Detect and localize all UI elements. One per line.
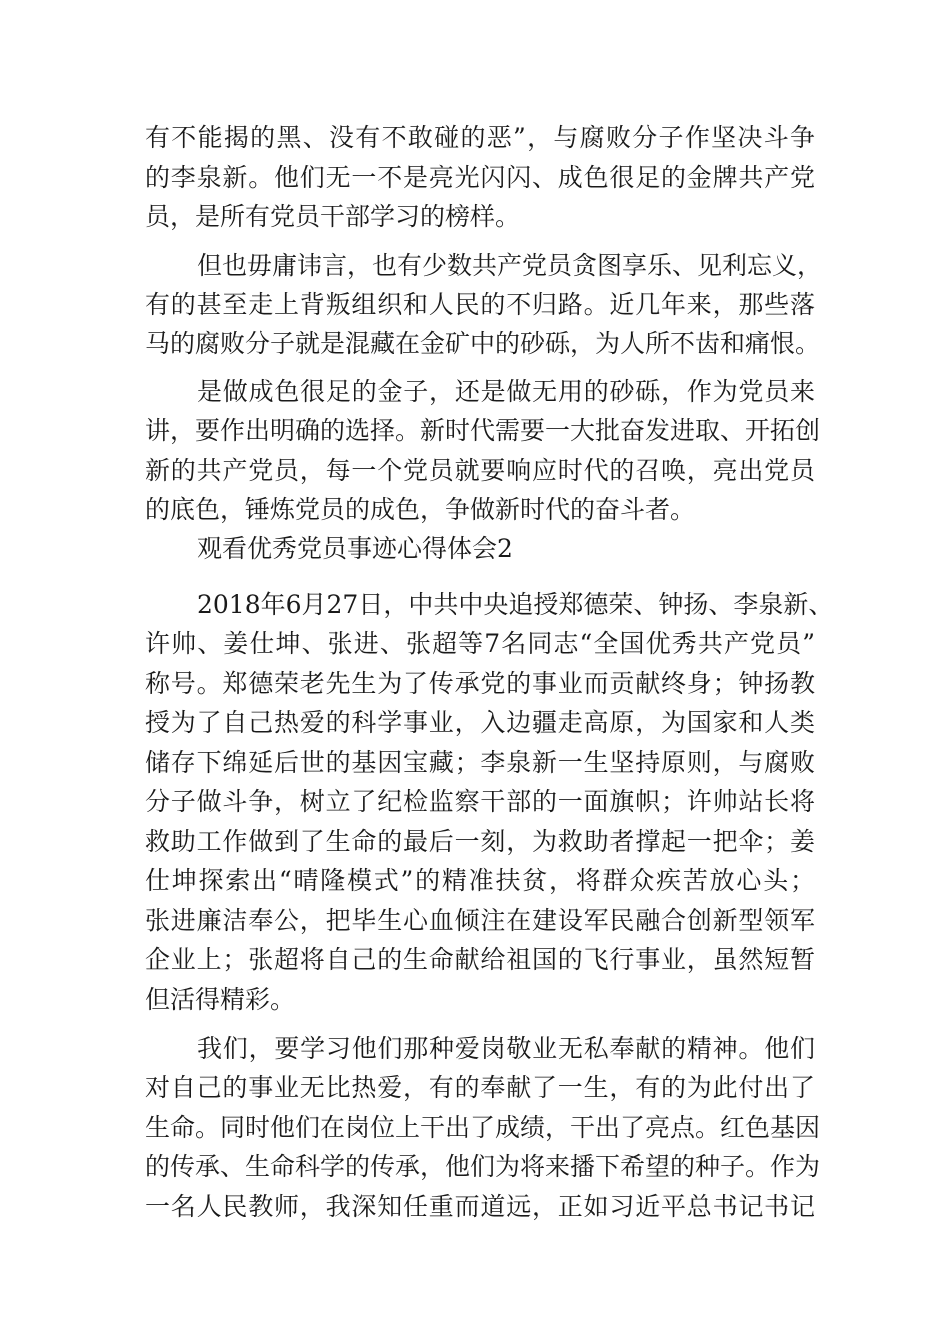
text-line: 授为了自己热爱的科学事业，入边疆走高原，为国家和人类	[145, 708, 815, 737]
text-line: 称号。郑德荣老先生为了传承党的事业而贡献终身；钟扬教	[145, 669, 815, 698]
text-line: 张进廉洁奉公，把毕生心血倾注在建设军民融合创新型领军	[145, 906, 815, 935]
text-line: 我们，要学习他们那种爱岗敬业无私奉献的精神。他们	[197, 1034, 815, 1063]
text-line: 讲，要作出明确的选择。新时代需要一大批奋发进取、开拓创	[145, 416, 821, 445]
text-line: 许帅、姜仕坤、张进、张超等7名同志“全国优秀共产党员”	[145, 629, 815, 658]
text-line: 生命。同时他们在岗位上干出了成绩，干出了亮点。红色基因	[145, 1113, 821, 1142]
text-line: 新的共产党员，每一个党员就要响应时代的召唤，亮出党员	[145, 456, 815, 485]
text-line: 有不能揭的黑、没有不敢碰的恶”，与腐败分子作坚决斗争	[145, 123, 815, 152]
text-line: 企业上；张超将自己的生命献给祖国的飞行事业，虽然短暂	[145, 945, 815, 974]
text-line: 救助工作做到了生命的最后一刻，为救助者撑起一把伞；姜	[145, 827, 815, 856]
text-line: 员，是所有党员干部学习的榜样。	[145, 202, 521, 231]
section-heading: 观看优秀党员事迹心得体会2	[197, 534, 513, 563]
text-line: 有的甚至走上背叛组织和人民的不归路。近几年来，那些落	[145, 290, 815, 319]
text-line: 是做成色很足的金子，还是做无用的砂砾，作为党员来	[197, 377, 815, 406]
text-line: 储存下绵延后世的基因宝藏；李泉新一生坚持原则，与腐败	[145, 748, 815, 777]
text-line: 但也毋庸讳言，也有少数共产党员贪图享乐、见利忘义，	[197, 251, 823, 280]
text-line: 的底色，锤炼党员的成色，争做新时代的奋斗者。	[145, 495, 696, 524]
text-line: 的李泉新。他们无一不是亮光闪闪、成色很足的金牌共产党	[145, 163, 815, 192]
text-line: 马的腐败分子就是混藏在金矿中的砂砾，为人所不齿和痛恨。	[145, 329, 821, 358]
text-line: 但活得精彩。	[145, 985, 296, 1014]
text-line: 2018年6月27日，中共中央追授郑德荣、钟扬、李泉新、	[197, 590, 834, 619]
text-line: 的传承、生命科学的传承，他们为将来播下希望的种子。作为	[145, 1152, 821, 1181]
text-line: 对自己的事业无比热爱，有的奉献了一生，有的为此付出了	[145, 1073, 815, 1102]
text-line: 一名人民教师，我深知任重而道远，正如习近平总书记书记	[145, 1192, 815, 1221]
text-line: 仕坤探索出“晴隆模式”的精准扶贫，将群众疾苦放心头；	[145, 866, 815, 895]
text-line: 分子做斗争，树立了纪检监察干部的一面旗帜；许帅站长将	[145, 787, 815, 816]
